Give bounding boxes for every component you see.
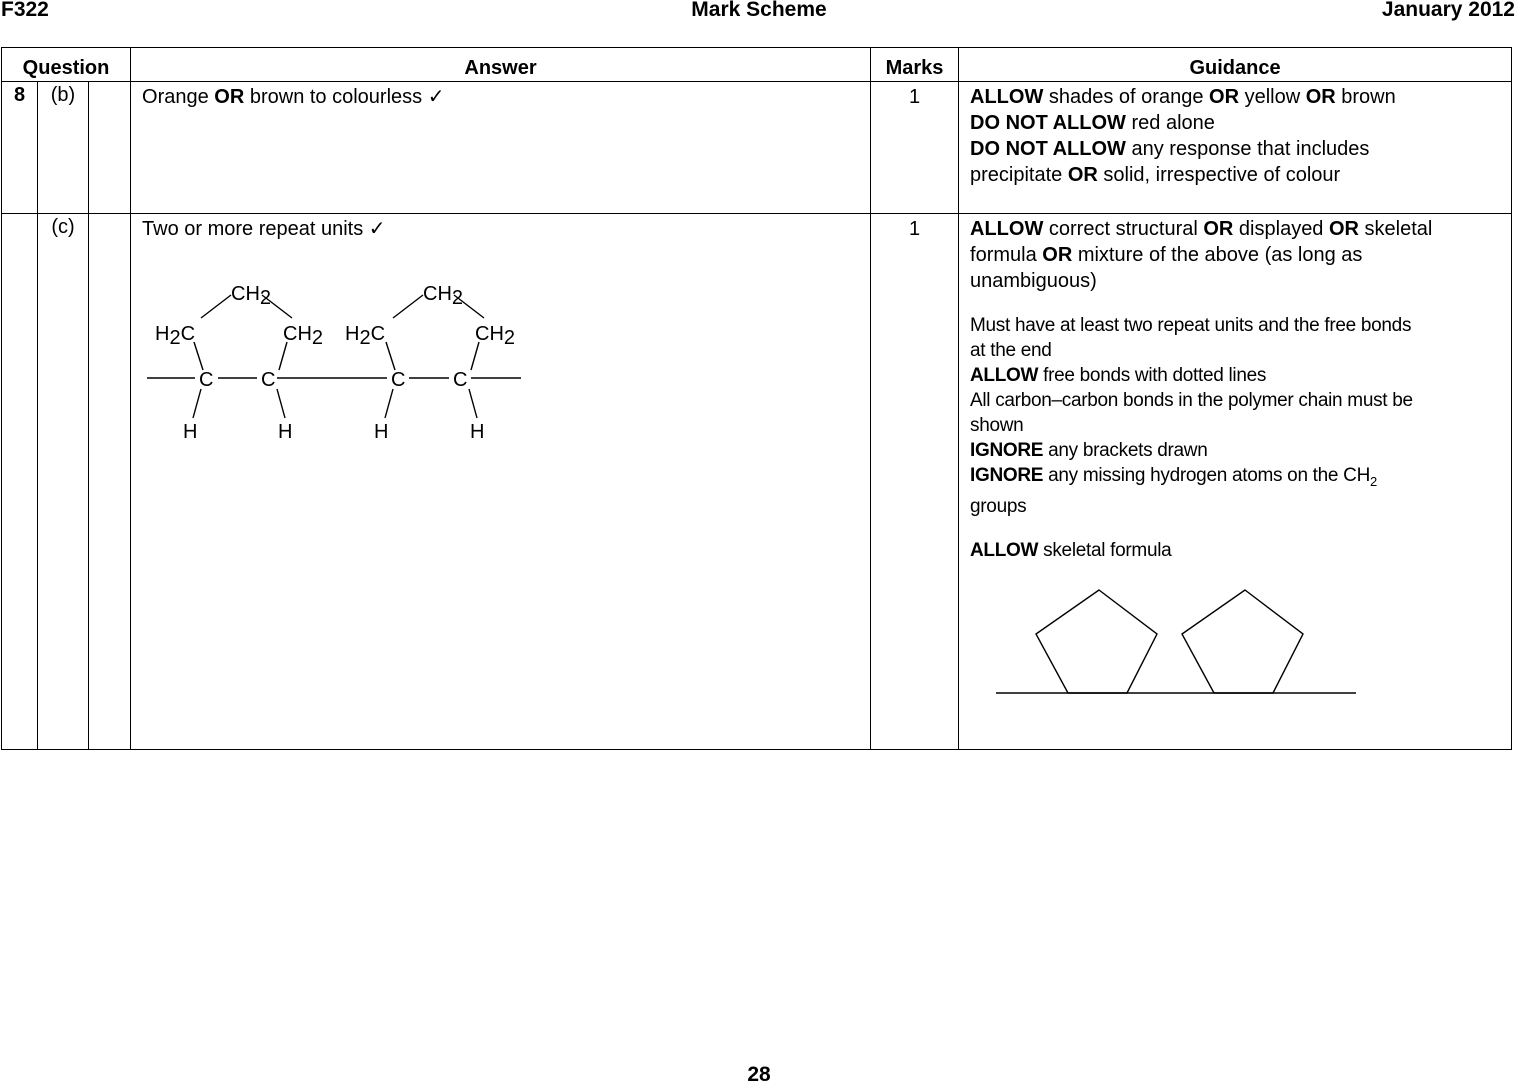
marks-cell: 1 — [871, 214, 959, 750]
answer-cell — [131, 82, 871, 214]
guidance-line: ALLOW correct structural OR displayed OR skeletal — [970, 218, 1433, 240]
guidance-line: All carbon–carbon bonds in the polymer chain must be — [970, 390, 1413, 411]
table-row-8c — [2, 214, 1512, 750]
guidance-cell — [959, 82, 1512, 214]
guidance-line: ALLOW free bonds with dotted lines — [970, 365, 1267, 386]
guidance-line: ALLOW skeletal formula — [970, 539, 1172, 561]
guidance-line: precipitate OR solid, irrespective of colour — [970, 164, 1341, 186]
guidance-line: unambiguous) — [970, 270, 1097, 292]
guidance-line: at the end — [970, 340, 1052, 361]
answer-text: Two or more repeat units ✓ — [142, 218, 386, 240]
page-number: 28 — [747, 1063, 771, 1086]
guidance-line: Must have at least two repeat units and the free bonds — [970, 315, 1412, 336]
table-row-8b — [2, 82, 1512, 214]
guidance-line: groups — [970, 495, 1027, 517]
ch2-label: CH2 — [231, 283, 272, 309]
guidance-line: IGNORE any missing hydrogen atoms on the $CH_2$ — [970, 465, 1377, 489]
mark-scheme-table — [1, 47, 1512, 750]
spacer — [970, 294, 1511, 313]
carbon-label: C — [261, 369, 276, 391]
hydrogen-label: H — [183, 421, 198, 440]
guidance-line: formula OR mixture of the above (as long as — [970, 244, 1363, 266]
skeletal-formula-diagram — [970, 577, 1370, 707]
exam-code: F322 — [1, 0, 49, 21]
document-title: Mark Scheme — [691, 0, 827, 21]
ch2-label: CH2 — [283, 323, 324, 349]
question-part: (c) — [38, 214, 89, 750]
question-subpart — [89, 214, 131, 750]
answer-text: Orange — [142, 86, 215, 108]
guidance-line: DO NOT ALLOW red alone — [970, 112, 1215, 134]
polymer-structure-diagram — [139, 240, 539, 440]
hydrogen-label: H — [470, 421, 485, 440]
question-subpart — [89, 82, 131, 214]
answer-or: OR — [214, 86, 245, 108]
answer-cell — [131, 214, 871, 750]
guidance-line: ALLOW shades of orange OR yellow OR brown — [970, 86, 1396, 108]
guidance-line: DO NOT ALLOW any response that includes — [970, 138, 1370, 160]
hydrogen-label: H — [374, 421, 389, 440]
guidance-column-header: Guidance — [959, 48, 1512, 82]
hydrogen-label: H — [278, 421, 293, 440]
marks-column-header: Marks — [871, 48, 959, 82]
question-number: 8 — [2, 82, 38, 214]
exam-date: January 2012 — [1381, 0, 1515, 21]
guidance-line: IGNORE any brackets drawn — [970, 440, 1208, 461]
carbon-label: C — [391, 369, 406, 391]
question-column-header: Question — [2, 48, 131, 82]
spacer — [970, 519, 1511, 538]
marks-cell: 1 — [871, 82, 959, 214]
question-number — [2, 214, 38, 750]
table-header-row — [2, 48, 1512, 82]
question-part: (b) — [38, 82, 89, 214]
answer-column-header: Answer — [131, 48, 871, 82]
guidance-line: shown — [970, 415, 1024, 436]
ch2-label: CH2 — [475, 323, 516, 349]
carbon-label: C — [199, 369, 214, 391]
carbon-label: C — [453, 369, 468, 391]
h2c-label: H2C — [155, 323, 196, 349]
guidance-cell — [959, 214, 1512, 750]
ch2-label: CH2 — [423, 283, 464, 309]
h2c-label: H2C — [345, 323, 386, 349]
answer-text-end: brown to colourless ✓ — [244, 86, 445, 108]
